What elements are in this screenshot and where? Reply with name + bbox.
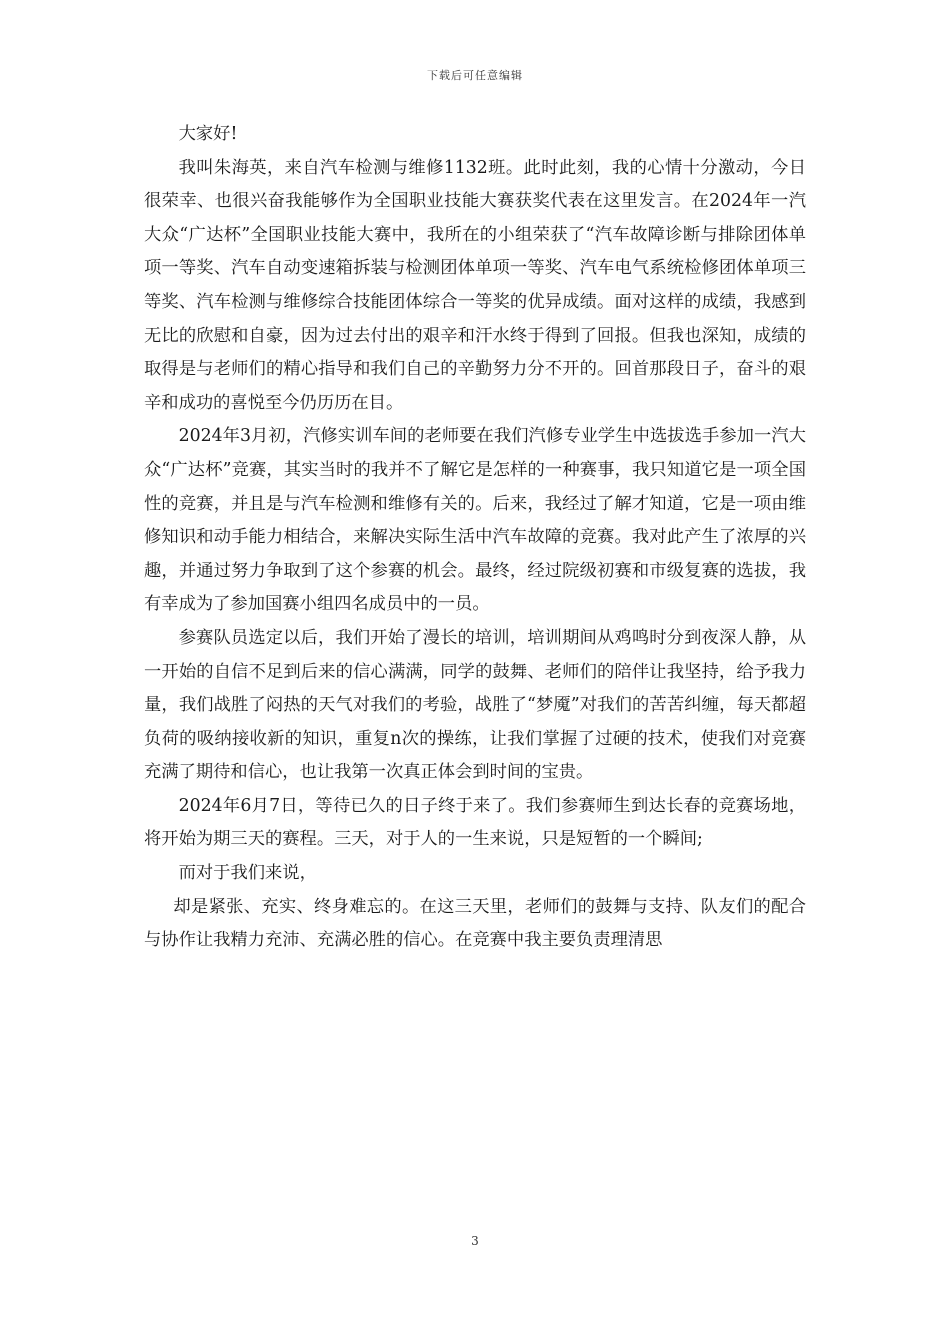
page-number: 3: [471, 1234, 479, 1248]
paragraph-selection: 2024年3月初，汽修实训车间的老师要在我们汽修专业学生中选拔选手参加一汽大众“广达杯”竞赛，其实当时的我并不了解它是怎样的一种赛事，我只知道它是一项全国性的竞赛，并且是与汽车检测和维修有关的。后来，我经过了解才知道，它是一项由维修知识和动手能力相结合，来解决实际生活中汽车故障的竞赛。我对此产生了浓厚的兴趣，并通过努力争取到了这个参赛的机会。最终，经过院级初赛和市级复赛的选拔，我有幸成为了参加国赛小组四名成员中的一员。: [144, 426, 806, 615]
paragraph-greeting: 大家好!: [178, 124, 238, 144]
paragraph-for-us: 而对于我们来说，: [178, 863, 317, 884]
paragraph-competition-date: 2024年6月7日，等待已久的日子终于来了。我们参赛师生到达长春的竞赛场地，将开始为期三天的赛程。三天，对于人的一生来说，只是短暂的一个瞬间;: [144, 795, 806, 850]
page-header-note: 下载后可任意编辑: [427, 69, 523, 82]
paragraph-introduction: 我叫朱海英，来自汽车检测与维修1132班。此时此刻，我的心情十分激动，今日很荣幸、也很兴奋我能够作为全国职业技能大赛获奖代表在这里发言。在2024年一汽大众“广达杯”全国职业技能大赛中，我所在的小组荣获了“汽车故障诊断与排除团体单项一等奖、汽车自动变速箱拆装与检测团体单项一等奖、汽车电气系统检修团体单项三等奖、汽车检测与维修综合技能团体综合一等奖的优异成绩。面对这样的成绩，我感到无比的欣慰和自豪，因为过去付出的艰辛和汗水终于得到了回报。但我也深知，成绩的取得是与老师们的精心指导和我们自己的辛勤努力分不开的。回首那段日子，奋斗的艰辛和成功的喜悦至今仍历历在目。: [144, 157, 806, 413]
paragraph-three-days: 却是紧张、充实、终身难忘的。在这三天里，老师们的鼓舞与支持、队友们的配合与协作让我精力充沛、充满必胜的信心。在竞赛中我主要负责理清思: [144, 896, 806, 951]
paragraph-training: 参赛队员选定以后，我们开始了漫长的培训，培训期间从鸡鸣时分到夜深人静，从一开始的自信不足到后来的信心满满，同学的鼓舞、老师们的陪伴让我坚持，给予我力量，我们战胜了闷热的天气对我们的考验，战胜了“梦魇”对我们的苦苦纠缠，每天都超负荷的吸纳接收新的知识，重复n次的操练，让我们掌握了过硬的技术，使我们对竞赛充满了期待和信心，也让我第一次真正体会到时间的宝贵。: [144, 627, 806, 783]
document-body: [144, 118, 806, 958]
